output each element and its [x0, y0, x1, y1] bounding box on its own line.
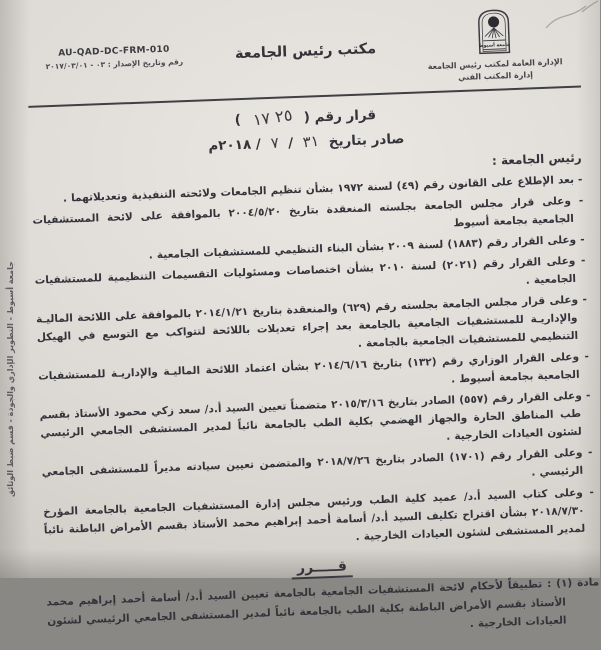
- preamble-item: - بعد الإطلاع على القانون رقم (٤٩) لسنة ١٩٧٢ بشأن تنظيم الجامعات ولائحته التنفيذية وتعديلاتهما .: [62, 173, 583, 205]
- decree-date-label: صادر بتاريخ: [328, 130, 405, 150]
- preamble-item: - وعلى قرار مجلس الجامعة بجلسته رقم (٦٢٩) والمنعقدة بتاريخ ٢٠١٤/١/٢١ بالموافقة على اللائحة الماليـة والإداريـة للمستشفيات الجامعية بالجامعة بعد إجراء تعديلات باللائحة لتتواكب مع التوسع في الهيكل التنظيمي للمستشفيات الجامعية بالجامعة .: [35, 293, 588, 351]
- document-header: [25, 4, 580, 101]
- decree-number-close: ): [234, 111, 242, 129]
- decree-date-month-handwritten: ٧: [269, 133, 280, 152]
- margin-note-vertical: جامعة أسيوط - التطوير الإداري والجودة - قسم ضبط الوثائق: [6, 261, 15, 497]
- date-separator-2: /: [255, 136, 262, 153]
- preamble-item: - وعلى القرار رقم (١٧٠١) الصادر بتاريخ ٢٠١٨/٧/٢٦ والمتضمن تعيين سيادته مديراً للمستشفى الجامعي الرئيسي .: [41, 446, 593, 480]
- decree-number-label: قرار رقم (: [303, 106, 377, 126]
- preamble-item: - وعلى القرار الوزاري رقم (١٣٢) بتاريخ ٢٠١٤/٦/١٦ بشأن اعتماد اللائحة الماليـة والإداريـة للمستشفيات الجامعية بجامعة أسيوط .: [38, 350, 590, 386]
- decree-number-handwritten: ٢٥ ١٧: [251, 104, 294, 130]
- preamble-item: - وعلى القرار رقم (١٨٨٣) لسنة ٢٠٠٩ بشأن البناء التنظيمي للمستشفيات الجامعية .: [148, 233, 585, 262]
- salutation: رئيس الجامعة :: [491, 150, 582, 168]
- preamble-item: - وعلى القرار رقم (٢٠٢١) لسنة ٢٠١٠ بشأن اختصاصات ومسئوليات التقسيمات التنظيمية للمستشفيات الجامعية .: [34, 254, 586, 287]
- university-logo-icon: [474, 6, 514, 55]
- office-title: مكتب رئيس الجامعة: [234, 41, 377, 63]
- decree-date-day-handwritten: ٣١: [301, 131, 320, 152]
- article-1: مادة (١) : تطبيقاً لأحكام لائحة المستشفيات الجامعية بالجامعة تعيين السيد أ.د/ أسامة أحمد إبراهيم محمد الأستاذ بقسم الأمراض الباطنة بكلية الطب بالجامعة نائباً لمدير المستشفى الجامعي الرئيسي لشئون العيادات الخارجية .: [46, 575, 600, 631]
- preamble-item: - وعلى قرار مجلس الجامعة بجلسته المنعقدة بتاريخ ٢٠٠٤/٥/٢٠ بالموافقة على لائحة المستشفيات الجامعية بجامعة أسيوط: [32, 194, 584, 230]
- department-line-1: الإدارة العامة لمكتب رئيس الجامعة: [427, 57, 563, 72]
- header-title-block: [200, 10, 410, 64]
- header-university-block: [408, 4, 581, 87]
- decree-date-year: ٢٠١٨م: [208, 136, 252, 155]
- logo-caption: جامعة أسيوط: [478, 42, 511, 49]
- department-line-2: إدارة المكتب الفني: [457, 70, 534, 83]
- document-content: [25, 4, 601, 650]
- preamble-item: - وعلى كتاب السيد أ.د/ عميد كلية الطب ورئيس مجلس إدارة المستشفيات الجامعية بالجامعة المؤرخ ٢٠١٨/٧/٣٠ بشأن اقتراح تكليف السيد أ.د/ أسامة أحمد إبراهيم محمد الأستاذ بقسم الأمراض الباطنة نائباً لمدير المستشفى لشئون العيادات الخارجية .: [43, 485, 595, 543]
- decree-title-block: [29, 96, 583, 160]
- header-form-block: [25, 17, 202, 71]
- preamble-item: - وعلى القرار رقم (٥٥٧) الصادر بتاريخ ٢٠١٥/٣/١٦ متضمناً تعيين السيد أ.د/ سعد زكي محمود الأستاذ بقسم طب المناطق الحارة والجهاز الهضمي بكلية الطب بالجامعة نائباً لمدير المستشفى الجامعي الرئيسي لشئون العيادات الخارجية .: [39, 389, 591, 444]
- issue-number-date: رقم وتاريخ الإصدار : ٠٣ - ٢٠١٧/٠٣/٠١: [45, 57, 184, 72]
- date-separator-1: /: [287, 134, 294, 152]
- ruling-heading: قـــــرر: [291, 558, 354, 579]
- form-code: AU-QAD-DC-FRM-010: [58, 44, 170, 59]
- preamble-list: [31, 170, 595, 557]
